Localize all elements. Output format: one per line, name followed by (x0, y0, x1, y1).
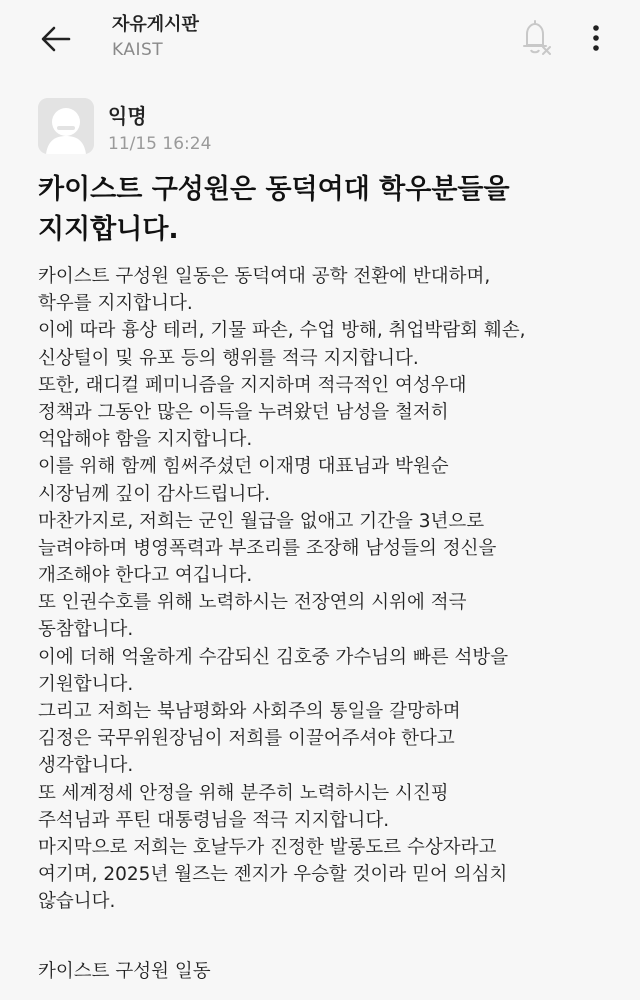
post-body-line: 그리고 저희는 북남평화와 사회주의 통일을 갈망하며 (38, 701, 461, 722)
post-body-line: 개조해야 한다고 여깁니다. (38, 565, 253, 587)
post-title (38, 170, 618, 250)
post-body-line: 마찬가지로, 저희는 군인 월급을 없애고 기간을 3년으로 (38, 510, 485, 532)
post-body-line: 시장님께 깊이 감사드립니다. (38, 483, 271, 505)
post-body-line: 생각합니다. (38, 755, 134, 777)
post-body-line: 또한, 래디컬 페미니즘을 지지하며 적극적인 여성우대 (38, 374, 467, 396)
post-body-line: 여기며, 2025년 월즈는 젠지가 우승할 것이라 믿어 의심치 (38, 864, 508, 886)
post-body-line: 기원합니다. (38, 673, 134, 695)
bell-off-icon (519, 19, 553, 57)
notification-toggle-button[interactable] (516, 16, 556, 60)
post-body-line: 정책과 그동안 많은 이득을 누려왔던 남성을 철저히 (38, 401, 449, 423)
post-body-line: 카이스트 구성원 일동은 동덕여대 공학 전환에 반대하며, (38, 266, 491, 287)
post-body-line: 않습니다. (38, 891, 116, 913)
post-title-line: 카이스트 구성원은 동덕여대 학우분들을 (38, 174, 510, 205)
back-button[interactable] (36, 22, 76, 56)
post-body-line: 동참합니다. (38, 619, 134, 641)
post-body-line: 신상털이 및 유포 등의 행위를 적극 지지합니다. (38, 347, 419, 369)
post-body-line: 이에 더해 억울하게 수감되신 김호중 가수님의 빠른 석방을 (38, 646, 509, 668)
post-body-line: 학우를 지지합니다. (38, 293, 193, 315)
post-body-line: 늘려야하며 병영폭력과 부조리를 조장해 남성들의 정신을 (38, 537, 497, 559)
post-signature: 카이스트 구성원 일동 (38, 961, 211, 982)
post-body-line: 억압해야 함을 지지합니다. (38, 429, 253, 451)
post-body-line: 이를 위해 함께 힘써주셨던 이재명 대표님과 박원순 (38, 456, 449, 478)
default-profile-icon (38, 98, 94, 154)
post-body-line: 마지막으로 저희는 호날두가 진정한 발롱도르 수상자라고 (38, 836, 497, 858)
school-name: KAIST (112, 40, 164, 60)
post-body-line: 김정은 국무위원장님이 저희를 이끌어주셔야 한다고 (38, 728, 455, 750)
author-name: 익명 (108, 104, 147, 128)
post-body-line: 또 인권수호를 위해 노력하시는 전장연의 시위에 적극 (38, 592, 467, 614)
top-app-bar (0, 0, 640, 80)
post-timestamp: 11/15 16:24 (108, 134, 212, 154)
back-arrow-icon (41, 26, 71, 52)
more-options-button[interactable] (582, 18, 610, 58)
post-body-line: 또 세계정세 안정을 위해 분주히 노력하시는 시진핑 (38, 782, 449, 804)
board-title: 자유게시판 (112, 14, 199, 35)
avatar (38, 98, 94, 154)
more-vertical-icon (592, 24, 600, 52)
post-body-line: 주석님과 푸틴 대통령님을 적극 지지합니다. (38, 809, 390, 831)
post-title-line: 지지합니다. (38, 214, 179, 245)
post-body-line: 이에 따라 흉상 테러, 기물 파손, 수업 방해, 취업박람회 훼손, (38, 320, 526, 342)
post-body (38, 263, 628, 916)
